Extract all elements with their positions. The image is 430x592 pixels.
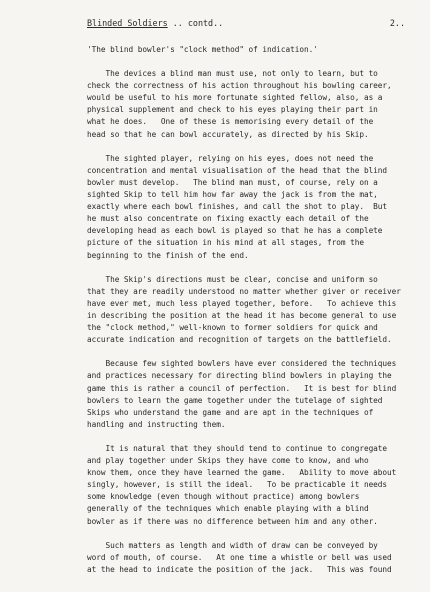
paragraph-line: exactly where each bowl finishes, and call the shot to play. But [87,202,388,212]
paragraph-line: check the correctness of his action throughout his bowling career, [87,81,392,91]
header-title: Blinded Soldiers [87,18,168,28]
paragraph-line: sighted Skip to tell him how far away the jack is from the mat, [87,190,378,200]
paragraph [87,153,421,262]
paragraph-line: some knowledge (even though without practice) among bowlers [87,492,360,502]
paragraph-line: at the head to indicate the position of the jack. This was found [87,564,392,574]
paragraph-line: It is natural that they should tend to continue to congregate [87,444,388,453]
paragraph [87,540,421,576]
paragraph-line: the "clock method," well-known to former soldiers for quick and [87,323,378,333]
header-left [87,18,223,28]
paragraph-line: and play together under Skips they have come to know, and who [87,456,369,466]
paragraph-line: head so that he can bowl accurately, as directed by his Skip. [87,129,369,139]
paragraph-line: beginning to the finish of the end. [87,250,249,260]
paragraph-line: generally of the techniques which enable playing with a blind [87,504,369,514]
header-contd: .. contd.. [167,18,224,28]
paragraph [87,358,421,431]
paragraph-line: would be useful to his more fortunate sighted fellow, also, as a [87,93,383,103]
paragraph-line: in describing the position at the head it has become general to use [87,310,397,320]
paragraph-line: what he does. One of these is memorising every detail of the [87,117,374,127]
paragraph-line: Such matters as length and width of draw can be conveyed by [87,540,378,550]
paragraph-line: and practices necessary for directing blind bowlers in playing the [87,371,392,381]
paragraph-line: bowler as if there was no difference between him and any other. [87,516,378,526]
paragraph-line: handling and instructing them. [87,419,226,429]
paragraph-line: bowlers to learn the game together under the tutelage of sighted [87,395,383,405]
paragraph-line: Skips who understand the game and are apt in the techniques of [87,407,374,417]
paragraph-line: picture of the situation in his mind at all stages, from the [87,238,364,248]
paragraph-line: that they are readily understood no matter whether giver or receiver [87,286,401,296]
paragraph-line: concentration and mental visualisation of the head that the blind [87,165,388,175]
page-header [87,18,405,28]
paragraph-line: physical supplement and check to his eyes playing their part in [87,105,378,115]
paragraph-line: word of mouth, of course. At one time a whistle or bell was used [87,552,392,562]
paragraph-line: developing head as each bowl is played so that he has a complete [87,226,383,236]
section-heading: 'The blind bowler's "clock method" of indication.' [87,45,318,54]
paragraph [87,274,421,347]
paragraph-line: singly, however, is still the ideal. To be practicable it needs [87,480,388,490]
paragraph-line: game this is rather a council of perfection. It is best for blind [87,383,397,393]
paragraph-line: Because few sighted bowlers have ever considered the techniques [87,359,397,369]
paragraph-line: have ever met, much less played together, before. To achieve this [87,298,397,308]
paragraph-line: know them, once they have learned the game. Ability to move about [87,468,397,478]
page-number: 2.. [389,18,405,28]
paragraph-line: accurate indication and recognition of targets on the battlefield. [87,335,392,345]
paragraph [87,443,421,528]
paragraph-line: he must also concentrate on fixing exactly each detail of the [87,214,369,224]
paragraph [87,68,421,141]
paragraph-line: The Skip's directions must be clear, concise and uniform so [87,274,378,284]
paragraph-list [87,68,421,576]
paragraph-line: The devices a blind man must use, not only to learn, but to [87,69,378,79]
paragraph-line: bowler must develop. The blind man must, of course, rely on a [87,177,378,187]
paragraph-line: The sighted player, relying on his eyes, does not need the [87,153,374,163]
document-body [87,44,421,588]
